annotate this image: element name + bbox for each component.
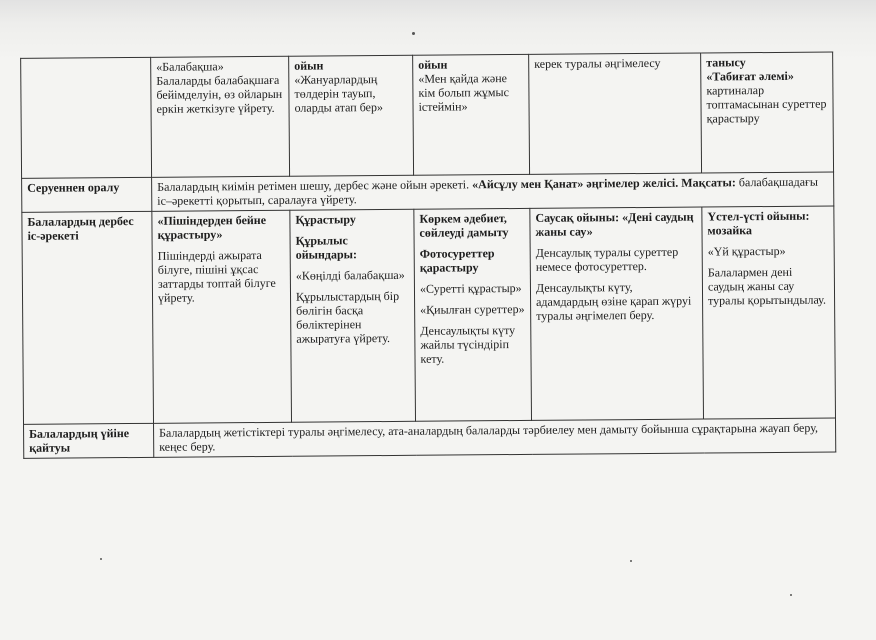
table-cell: ойын «Жануарлардың төлдерін тауып, оларды атап бер» [289, 55, 414, 176]
scan-speck [630, 560, 632, 562]
table-row [21, 52, 834, 178]
scan-speck [412, 32, 415, 35]
row-label: Серуеннен оралу [22, 177, 152, 212]
table-cell: Көркем әдебиет, сөйлеуді дамыту Фотосуреттер қарастыру «Суретті құрастыр» «Қиылған суреттер» Денсаулықты күту жайлы түсіндіріп кету. [414, 208, 532, 421]
scan-speck [100, 558, 102, 560]
table-cell: Үстел-үсті ойыны: мозайка «Үй құрастыр» Балалармен дені саудың жаны сау туралы қорытындылау. [702, 206, 836, 419]
document-page [6, 33, 849, 455]
table-row [24, 418, 836, 458]
table-cell: керек туралы әңгімелесу [529, 53, 702, 174]
table-cell-empty [21, 57, 152, 178]
scan-speck [790, 594, 792, 596]
row-label: Балалардың дербес іс-әрекеті [22, 211, 154, 424]
table-cell: Балалардың жетістіктері туралы әңгімелесу, ата-аналардың балаларды тәрбиелеу мен дамыту бойынша сұрақтарына жауап беру, кеңес беру. [154, 418, 836, 457]
row-label: Балалардың үйіне қайтуы [24, 423, 154, 458]
table-cell: «Балабақша» Балаларды балабақшаға бейімделуін, өз ойларын еркін жеткізуге үйрету. [151, 56, 290, 177]
table-cell: Балалардың киімін ретімен шешу, дербес және ойын әрекеті. «Айсұлу мен Қанат» әңгімелер желісі. Мақсаты: балабақшадағы іс–әрекетті қорытып, саралауға үйрету. [152, 172, 834, 211]
table-cell: ойын «Мен қайда және кім болып жұмыс істеймін» [413, 54, 530, 175]
daily-plan-table [20, 52, 836, 459]
table-cell: танысу «Табиғат әлемі» картиналар топтамасынан суреттер қарастыру [701, 52, 834, 173]
table-row [22, 206, 836, 424]
table-cell: Құрастыру Құрылыс ойындары: «Көңілді балабақша» Құрылыстардың бір бөлігін басқа бөліктерінен ажыратуға үйрету. [290, 209, 416, 422]
table-cell: Саусақ ойыны: «Дені саудың жаны сау» Денсаулық туралы суреттер немесе фотосуреттер. Денсаулықты күту, адамдардың өзіне қарап жүруі туралы әңгімелеп беру. [530, 207, 704, 420]
table-cell: «Пішіндерден бейне құрастыру» Пішіндерді ажырата білуге, пішіні ұқсас заттарды топтай білуге үйрету. [152, 210, 292, 423]
